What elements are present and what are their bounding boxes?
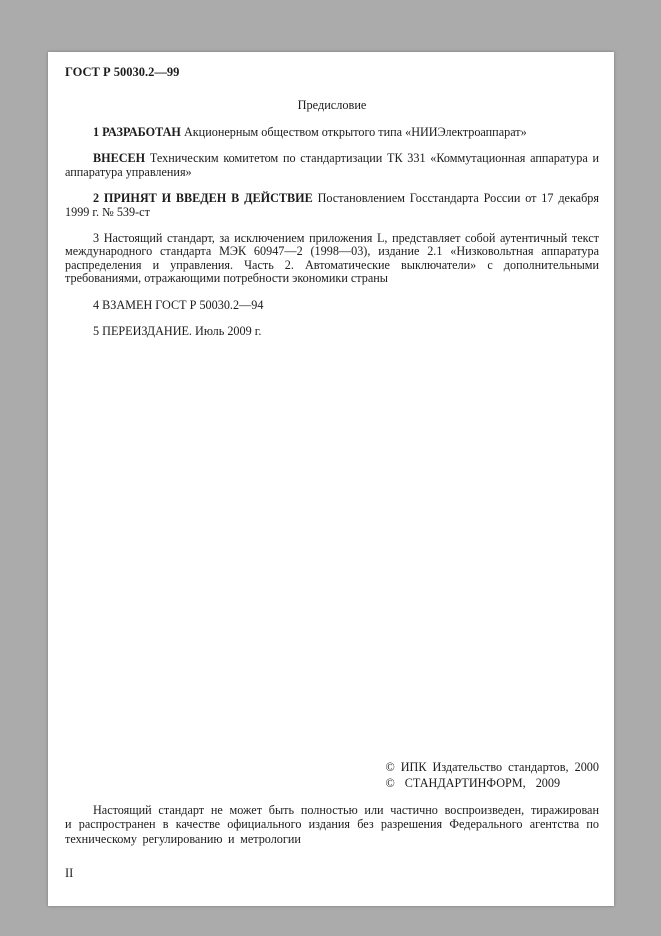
paragraph-text: 4 ВЗАМЕН ГОСТ Р 50030.2—94 — [93, 297, 264, 312]
paragraph-text: Акционерным обществом открытого типа «НИИЭлектроаппарат» — [180, 125, 527, 139]
copyright-block — [385, 759, 599, 791]
foreword-paragraph — [65, 299, 599, 312]
foreword-paragraph — [65, 126, 599, 139]
copyright-line-2: © СТАНДАРТИНФОРМ, 2009 — [385, 776, 561, 791]
foreword-paragraphs — [65, 113, 599, 338]
foreword-paragraph — [65, 232, 599, 286]
paragraph-keyword: 1 РАЗРАБОТАН — [93, 125, 181, 139]
foreword-paragraph — [65, 192, 599, 219]
paragraph-text: Техническим комитетом по стандартизации ТК 331 «Коммутационная аппаратура и аппаратура управления» — [65, 151, 599, 179]
document-header: ГОСТ Р 50030.2—99 — [65, 65, 180, 79]
restriction-paragraph: Настоящий стандарт не может быть полностью или частично воспроизведен, тиражирован и распространен в качестве официального издания без разрешения Федерального агентства по техническому регулированию и метрологии — [65, 803, 599, 846]
paragraph-keyword: 2 ПРИНЯТ И ВВЕДЕН В ДЕЙСТВИЕ — [93, 191, 313, 206]
foreword-paragraph — [65, 152, 599, 179]
document-page — [48, 52, 614, 906]
copyright-line-1: © ИПК Издательство стандартов, 2000 — [385, 760, 599, 775]
section-title: Предисловие — [297, 98, 367, 112]
paragraph-text: 3 Настоящий стандарт, за исключением приложения L, представляет собой аутентичный текст международного стандарта МЭК 60947—2 (1998—03), издание 2.1 «Низковольтная аппаратура распределения и управления. Часть 2. Автоматические выключатели» с дополнительными требованиями, отражающими потребности экономики страны — [65, 231, 599, 286]
page-number: II — [65, 866, 74, 880]
page-whitespace — [65, 338, 599, 759]
paragraph-text: Постановлением Госстандарта России от 17 декабря 1999 г. № 539-ст — [65, 191, 599, 219]
foreword-paragraph — [65, 325, 599, 338]
paragraph-keyword: ВНЕСЕН — [93, 151, 146, 166]
paragraph-text: 5 ПЕРЕИЗДАНИЕ. Июль 2009 г. — [93, 324, 262, 339]
